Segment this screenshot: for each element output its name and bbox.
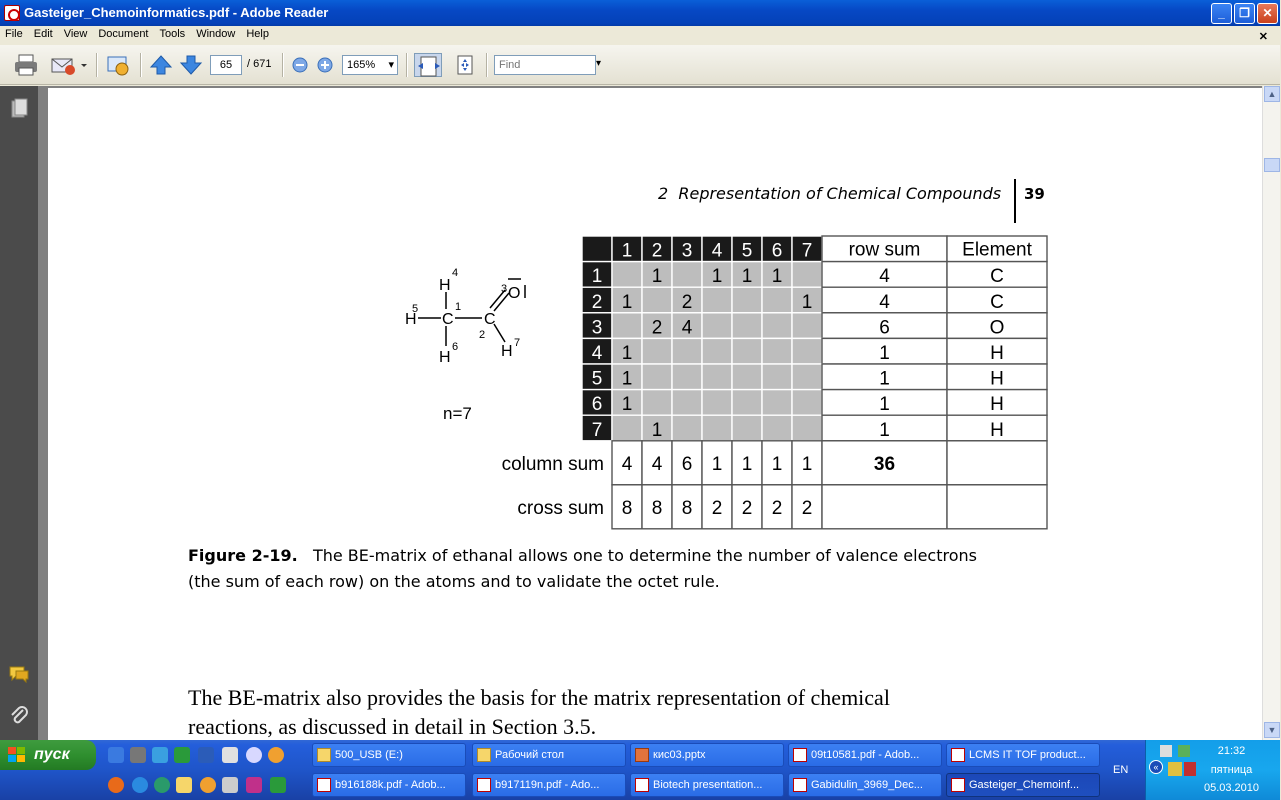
- column-sum-value: 1: [741, 453, 753, 475]
- page-total-label: / 671: [247, 58, 272, 70]
- toolbar: [0, 45, 1280, 85]
- matrix-cell: [792, 313, 822, 339]
- pdf-icon: [793, 748, 807, 762]
- matrix-cell-value: 1: [801, 291, 813, 313]
- email-icon[interactable]: [48, 53, 88, 77]
- matrix-cell: [792, 415, 822, 441]
- scroll-up-arrow-icon[interactable]: ▲: [1264, 86, 1280, 102]
- pages-icon[interactable]: [10, 98, 28, 120]
- row-sum-value: 4: [879, 291, 890, 313]
- svg-text:6: 6: [452, 341, 459, 353]
- cross-sum-value: 8: [621, 497, 633, 519]
- caption-label: Figure 2-19.: [188, 546, 298, 565]
- svg-text:H: H: [405, 311, 417, 328]
- svg-text:O: O: [508, 285, 521, 302]
- taskbar-button-label: Biotech presentation...: [653, 779, 763, 791]
- find-options-chevron-icon[interactable]: ▾: [596, 58, 602, 69]
- matrix-cell-value: 4: [681, 317, 693, 339]
- matrix-cell-value: 2: [681, 291, 693, 313]
- taskbar-button-label: 500_USB (E:): [335, 749, 403, 761]
- element-value: C: [990, 266, 1004, 288]
- zoom-out-icon[interactable]: [290, 53, 310, 77]
- matrix-cell: [672, 390, 702, 416]
- matrix-cell: [672, 262, 702, 288]
- matrix-cell: [702, 287, 732, 313]
- start-button[interactable]: [0, 740, 96, 770]
- matrix-cell: [762, 287, 792, 313]
- matrix-cell: [792, 390, 822, 416]
- matrix-cell-value: 1: [651, 266, 663, 288]
- matrix-cell-value: 2: [651, 317, 663, 339]
- taskbar-button[interactable]: [946, 743, 1100, 767]
- window-title: Gasteiger_Chemoinformatics.pdf - Adobe Reader: [24, 5, 329, 20]
- svg-text:H: H: [439, 349, 451, 366]
- matrix-cell: [792, 338, 822, 364]
- matrix-cell-value: 1: [621, 394, 633, 416]
- empty-cell: [947, 485, 1047, 529]
- svg-text:2: 2: [479, 329, 486, 341]
- matrix-row-header-label: 7: [591, 419, 603, 441]
- row-sum-value: 6: [879, 317, 890, 339]
- taskbar-button-label: 09t10581.pdf - Adob...: [811, 749, 920, 761]
- close-document-icon[interactable]: ✕: [1258, 31, 1268, 43]
- column-sum-value: 1: [711, 453, 723, 475]
- maximize-button[interactable]: ❐: [1234, 3, 1255, 24]
- matrix-row-header-label: 1: [591, 266, 603, 288]
- svg-text:H: H: [501, 343, 513, 360]
- minimize-button[interactable]: _: [1211, 3, 1232, 24]
- menu-file[interactable]: File: [5, 28, 23, 40]
- matrix-row-header-label: 5: [591, 368, 603, 390]
- app-shortcut-icon[interactable]: [154, 777, 170, 793]
- navigation-panel: [0, 86, 38, 740]
- clock-day: пятница: [1210, 764, 1253, 776]
- clock-time[interactable]: 21:32: [1217, 745, 1246, 757]
- app-shortcut-icon[interactable]: [200, 777, 216, 793]
- matrix-cell: [762, 364, 792, 390]
- taskbar-button[interactable]: [630, 743, 784, 767]
- matrix-cell-value: 1: [621, 368, 633, 390]
- clock-date: 05.03.2010: [1203, 782, 1260, 794]
- calculator-icon[interactable]: [130, 747, 146, 763]
- row-sum-value: 1: [879, 368, 890, 390]
- firefox-icon[interactable]: [108, 777, 124, 793]
- svg-text:3: 3: [501, 283, 508, 295]
- empty-cell: [822, 485, 947, 529]
- element-value: H: [990, 368, 1004, 390]
- scroll-down-arrow-icon[interactable]: ▼: [1264, 722, 1280, 738]
- matrix-cell-value: 1: [621, 343, 633, 364]
- column-sum-value: 1: [801, 453, 813, 475]
- matrix-cell: [732, 338, 762, 364]
- toolbar-separator: [140, 53, 142, 77]
- matrix-cell: [732, 287, 762, 313]
- matrix-cell-value: 1: [771, 266, 783, 288]
- app-shortcut-icon[interactable]: [132, 777, 148, 793]
- taskbar-button-label: b916188k.pdf - Adob...: [335, 779, 446, 791]
- empty-cell: [947, 441, 1047, 485]
- pdf-page: [48, 88, 1262, 740]
- matrix-row-header-label: 4: [591, 343, 603, 364]
- title-bar[interactable]: [0, 0, 1280, 26]
- matrix-cell: [732, 415, 762, 441]
- pdf-icon: [793, 778, 807, 792]
- taskbar-button[interactable]: [472, 773, 626, 797]
- start-label: пуск: [34, 746, 70, 763]
- zoom-value: 165%: [347, 59, 376, 71]
- system-tray: [1145, 740, 1280, 800]
- fit-page-icon[interactable]: [452, 53, 478, 77]
- taskbar-button-label: кис03.pptx: [653, 749, 706, 761]
- app-shortcut-icon[interactable]: [222, 777, 238, 793]
- cross-sum-value: 2: [741, 497, 753, 519]
- matrix-row-header-label: 6: [591, 394, 603, 416]
- excel-shortcut-icon[interactable]: [174, 747, 190, 763]
- menu-document[interactable]: Document: [98, 28, 149, 40]
- folder-icon: [477, 748, 491, 762]
- matrix-cell-value: 1: [651, 419, 663, 441]
- toolbar-separator: [96, 53, 98, 77]
- comments-icon[interactable]: [8, 664, 30, 684]
- matrix-cell: [612, 262, 642, 288]
- menu-edit[interactable]: Edit: [33, 28, 53, 40]
- matrix-cell-value: 1: [741, 266, 753, 288]
- matrix-cell: [612, 415, 642, 441]
- folder-icon[interactable]: [176, 777, 192, 793]
- row-sum-value: 1: [879, 343, 890, 364]
- pdf-icon: [635, 778, 649, 792]
- matrix-cell: [762, 313, 792, 339]
- taskbar-button[interactable]: [312, 773, 466, 797]
- column-sum-value: 6: [681, 453, 693, 475]
- matrix-cell: [672, 338, 702, 364]
- matrix-col-header-label: 2: [651, 240, 663, 262]
- chevron-down-icon: ▾: [388, 59, 394, 71]
- matrix-corner: [582, 236, 612, 262]
- column-sum-value: 4: [621, 453, 633, 475]
- windows-logo-icon: [8, 747, 26, 763]
- taskbar-button[interactable]: [630, 773, 784, 797]
- matrix-cell: [702, 338, 732, 364]
- previous-page-icon[interactable]: [148, 53, 174, 77]
- powerpoint-icon: [635, 748, 649, 762]
- matrix-cell: [672, 415, 702, 441]
- matrix-cell: [702, 415, 732, 441]
- column-sum-value: 4: [651, 453, 663, 475]
- matrix-cell: [762, 338, 792, 364]
- svg-text:H: H: [439, 277, 451, 294]
- matrix-cell: [732, 313, 762, 339]
- element-value: H: [990, 394, 1004, 416]
- matrix-cell: [762, 415, 792, 441]
- matrix-cell: [792, 364, 822, 390]
- element-value: O: [989, 317, 1005, 339]
- page-number: 39: [1024, 185, 1045, 203]
- taskbar-button-label: b917119n.pdf - Ado...: [495, 779, 600, 791]
- tray-app-icon[interactable]: [1168, 762, 1182, 776]
- matrix-cell: [642, 390, 672, 416]
- matrix-cell: [642, 364, 672, 390]
- body-text-line2: reactions, as discussed in detail in Section 3.5.: [188, 714, 597, 739]
- next-page-icon[interactable]: [178, 53, 204, 77]
- taskbar-button[interactable]: [946, 773, 1100, 797]
- caption-text-line2: (the sum of each row) on the atoms and to validate the octet rule.: [188, 572, 720, 591]
- body-text-line1: The BE-matrix also provides the basis for the matrix representation of chemical: [188, 685, 890, 710]
- internet-explorer-icon[interactable]: [108, 747, 124, 763]
- menu-view[interactable]: View: [63, 28, 88, 40]
- element-value: C: [990, 291, 1004, 313]
- column-sum-label: column sum: [501, 453, 604, 475]
- menu-bar: [0, 26, 1280, 45]
- taskbar-button[interactable]: [788, 773, 942, 797]
- matrix-cell: [672, 364, 702, 390]
- matrix-col-header-label: 4: [711, 240, 723, 262]
- print-icon[interactable]: [12, 53, 40, 77]
- close-button[interactable]: ✕: [1257, 3, 1278, 24]
- taskbar-button-label: LCMS IT TOF product...: [969, 749, 1086, 761]
- svg-text:C: C: [484, 311, 496, 328]
- matrix-cell: [702, 313, 732, 339]
- matrix-cell-value: 1: [621, 291, 633, 313]
- menu-tools[interactable]: Tools: [159, 28, 186, 40]
- pdf-icon: [477, 778, 491, 792]
- vertical-scrollbar[interactable]: [1262, 86, 1280, 740]
- matrix-cell: [702, 364, 732, 390]
- menu-help[interactable]: Help: [246, 28, 269, 40]
- svg-text:5: 5: [412, 303, 419, 315]
- taskbar-button-label: Рабочий стол: [495, 749, 565, 761]
- toolbar-separator: [282, 53, 284, 77]
- cross-sum-value: 8: [681, 497, 693, 519]
- scroll-thumb[interactable]: [1264, 158, 1280, 172]
- zoom-select[interactable]: [342, 55, 398, 75]
- element-value: H: [990, 343, 1004, 364]
- word-icon[interactable]: [198, 747, 214, 763]
- svg-text:7: 7: [514, 337, 521, 349]
- matrix-col-header-label: 3: [681, 240, 693, 262]
- adobe-reader-icon: [4, 5, 20, 21]
- language-indicator[interactable]: EN: [1113, 764, 1129, 776]
- matrix-row-header-label: 3: [591, 317, 603, 339]
- matrix-cell: [732, 364, 762, 390]
- running-header: 2 Representation of Chemical Compounds: [658, 184, 1002, 203]
- app-shortcut-icon[interactable]: [246, 777, 262, 793]
- folder-icon: [317, 748, 331, 762]
- matrix-total: 36: [873, 453, 896, 475]
- matrix-cell-value: 1: [711, 266, 723, 288]
- atom-count-label: n=7: [443, 404, 472, 423]
- caption-text: The BE-matrix of ethanal allows one to determine the number of valence electrons: [312, 546, 977, 565]
- fit-width-icon[interactable]: [414, 53, 442, 77]
- matrix-cell: [642, 338, 672, 364]
- matrix-col-header-label: 6: [771, 240, 783, 262]
- element-value: H: [990, 419, 1004, 441]
- matrix-col-header-label: 5: [741, 240, 753, 262]
- organizer-icon[interactable]: [104, 53, 132, 77]
- matrix-cell: [732, 390, 762, 416]
- taskbar-button-label: Gasteiger_Chemoinf...: [969, 779, 1080, 791]
- excel-icon[interactable]: [270, 777, 286, 793]
- toolbar-separator: [406, 53, 408, 77]
- find-input[interactable]: [494, 55, 596, 75]
- pdf-icon: [951, 748, 965, 762]
- figure-caption: [188, 546, 977, 565]
- matrix-cell: [792, 262, 822, 288]
- pdf-icon: [951, 778, 965, 792]
- cross-sum-value: 2: [711, 497, 723, 519]
- header-rule: [1014, 179, 1016, 223]
- matrix-col-header-label: 1: [621, 240, 633, 262]
- svg-text:4: 4: [452, 267, 459, 279]
- show-hidden-icons-chevron-icon[interactable]: «: [1149, 760, 1163, 774]
- attachments-icon[interactable]: [9, 704, 29, 726]
- network-icon[interactable]: [152, 747, 168, 763]
- cross-sum-value: 8: [651, 497, 663, 519]
- cross-sum-value: 2: [771, 497, 783, 519]
- document-area[interactable]: [38, 86, 1262, 740]
- matrix-cell: [612, 313, 642, 339]
- media-player-icon[interactable]: [246, 747, 262, 763]
- matrix-cell: [762, 390, 792, 416]
- cross-sum-value: 2: [801, 497, 813, 519]
- matrix-cell: [702, 390, 732, 416]
- taskbar-button-label: Gabidulin_3969_Dec...: [811, 779, 923, 791]
- taskbar-button[interactable]: [472, 743, 626, 767]
- be-matrix: [442, 236, 1032, 536]
- search-icon[interactable]: [268, 747, 284, 763]
- taskbar-button[interactable]: [312, 743, 466, 767]
- matrix-cell: [642, 287, 672, 313]
- notepad-icon[interactable]: [222, 747, 238, 763]
- row-sum-value: 4: [879, 266, 890, 288]
- svg-text:1: 1: [455, 301, 462, 313]
- toolbar-separator: [486, 53, 488, 77]
- taskbar-button[interactable]: [788, 743, 942, 767]
- matrix-col-header-label: 7: [801, 240, 813, 262]
- row-sum-value: 1: [879, 419, 890, 441]
- tray-app-icon[interactable]: [1160, 745, 1172, 757]
- element-header-label: Element: [962, 239, 1032, 261]
- page-number-input[interactable]: 65: [210, 55, 242, 75]
- column-sum-value: 1: [771, 453, 783, 475]
- pdf-icon: [317, 778, 331, 792]
- row-sum-value: 1: [879, 394, 890, 416]
- row-sum-header-label: row sum: [848, 239, 921, 261]
- taskbar: [0, 740, 1280, 800]
- cross-sum-label: cross sum: [517, 497, 604, 519]
- svg-text:C: C: [442, 311, 454, 328]
- menu-window[interactable]: Window: [196, 28, 236, 40]
- zoom-in-icon[interactable]: [315, 53, 335, 77]
- matrix-row-header-label: 2: [591, 291, 603, 313]
